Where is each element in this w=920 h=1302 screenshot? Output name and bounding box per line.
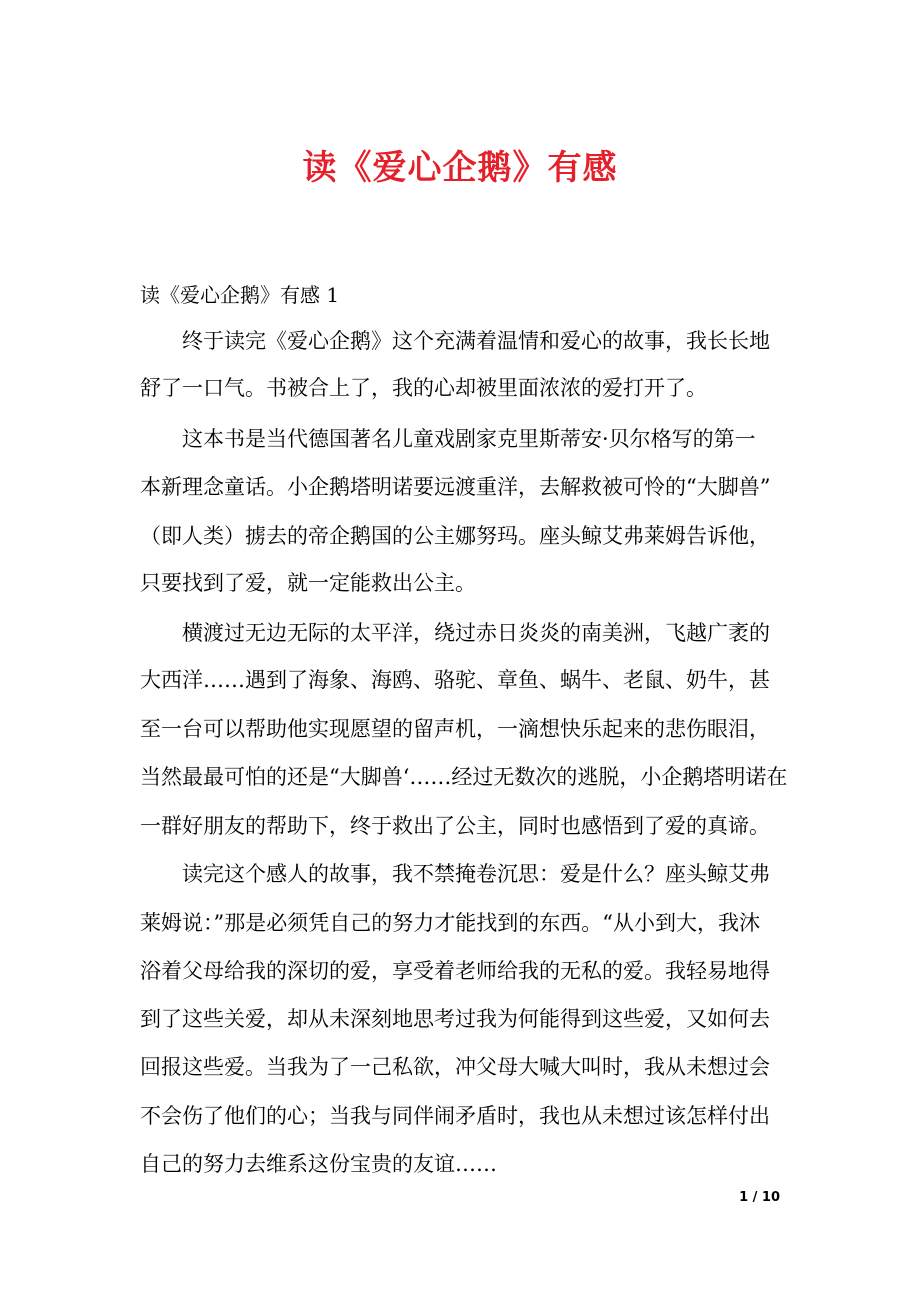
paragraph-line: 到了这些关爱，却从未深刻地思考过我为何能得到这些爱，又如何去 bbox=[140, 1007, 770, 1031]
paragraph-line: 浴着父母给我的深切的爱，享受着老师给我的无私的爱。我轻易地得 bbox=[140, 959, 770, 983]
paragraph-line: 莱姆说：”那是必须凭自己的努力才能找到的东西。“从小到大，我沐 bbox=[140, 911, 760, 935]
paragraph-line: 这本书是当代德国著名儿童戏剧家克里斯蒂安·贝尔格写的第一 bbox=[182, 427, 756, 451]
paragraph-line: 舒了一口气。书被合上了，我的心却被里面浓浓的爱打开了。 bbox=[140, 376, 707, 400]
paragraph-line: 横渡过无边无际的太平洋，绕过赤日炎炎的南美洲，飞越广袤的 bbox=[182, 621, 770, 645]
paragraph-line: 自己的努力去维系这份宝贵的友谊…… bbox=[140, 1152, 497, 1176]
paragraph-line: 终于读完《爱心企鹅》这个充满着温情和爱心的故事，我长长地 bbox=[182, 329, 770, 353]
paragraph-line: 读完这个感人的故事，我不禁掩卷沉思：爱是什么？座头鲸艾弗 bbox=[182, 862, 770, 886]
document-title: 读《爱心企鹅》有感 bbox=[302, 148, 618, 188]
page-number: 1 / 10 bbox=[739, 1190, 780, 1205]
paragraph-line: 大西洋……遇到了海象、海鸥、骆驼、章鱼、蜗牛、老鼠、奶牛，甚 bbox=[140, 668, 770, 692]
section-heading: 读《爱心企鹅》有感 1 bbox=[140, 283, 340, 307]
paragraph-line: 回报这些爱。当我为了一己私欲，冲父母大喊大叫时，我从未想过会 bbox=[140, 1055, 770, 1079]
paragraph-line: （即人类）掳去的帝企鹅国的公主娜努玛。座头鲸艾弗莱姆告诉他， bbox=[140, 524, 770, 548]
paragraph-line: 本新理念童话。小企鹅塔明诺要远渡重洋，去解救被可怜的“大脚兽” bbox=[140, 475, 771, 499]
paragraph-line: 只要找到了爱，就一定能救出公主。 bbox=[140, 571, 476, 595]
paragraph-line: 不会伤了他们的心；当我与同伴闹矛盾时，我也从未想过该怎样付出 bbox=[140, 1104, 770, 1128]
paragraph-line: 一群好朋友的帮助下，终于救出了公主，同时也感悟到了爱的真谛。 bbox=[140, 814, 770, 838]
paragraph-line: 当然最最可怕的还是“大脚兽‘……经过无数次的逃脱，小企鹅塔明诺在 bbox=[140, 765, 788, 789]
paragraph-line: 至一台可以帮助他实现愿望的留声机，一滴想快乐起来的悲伤眼泪， bbox=[140, 717, 770, 741]
